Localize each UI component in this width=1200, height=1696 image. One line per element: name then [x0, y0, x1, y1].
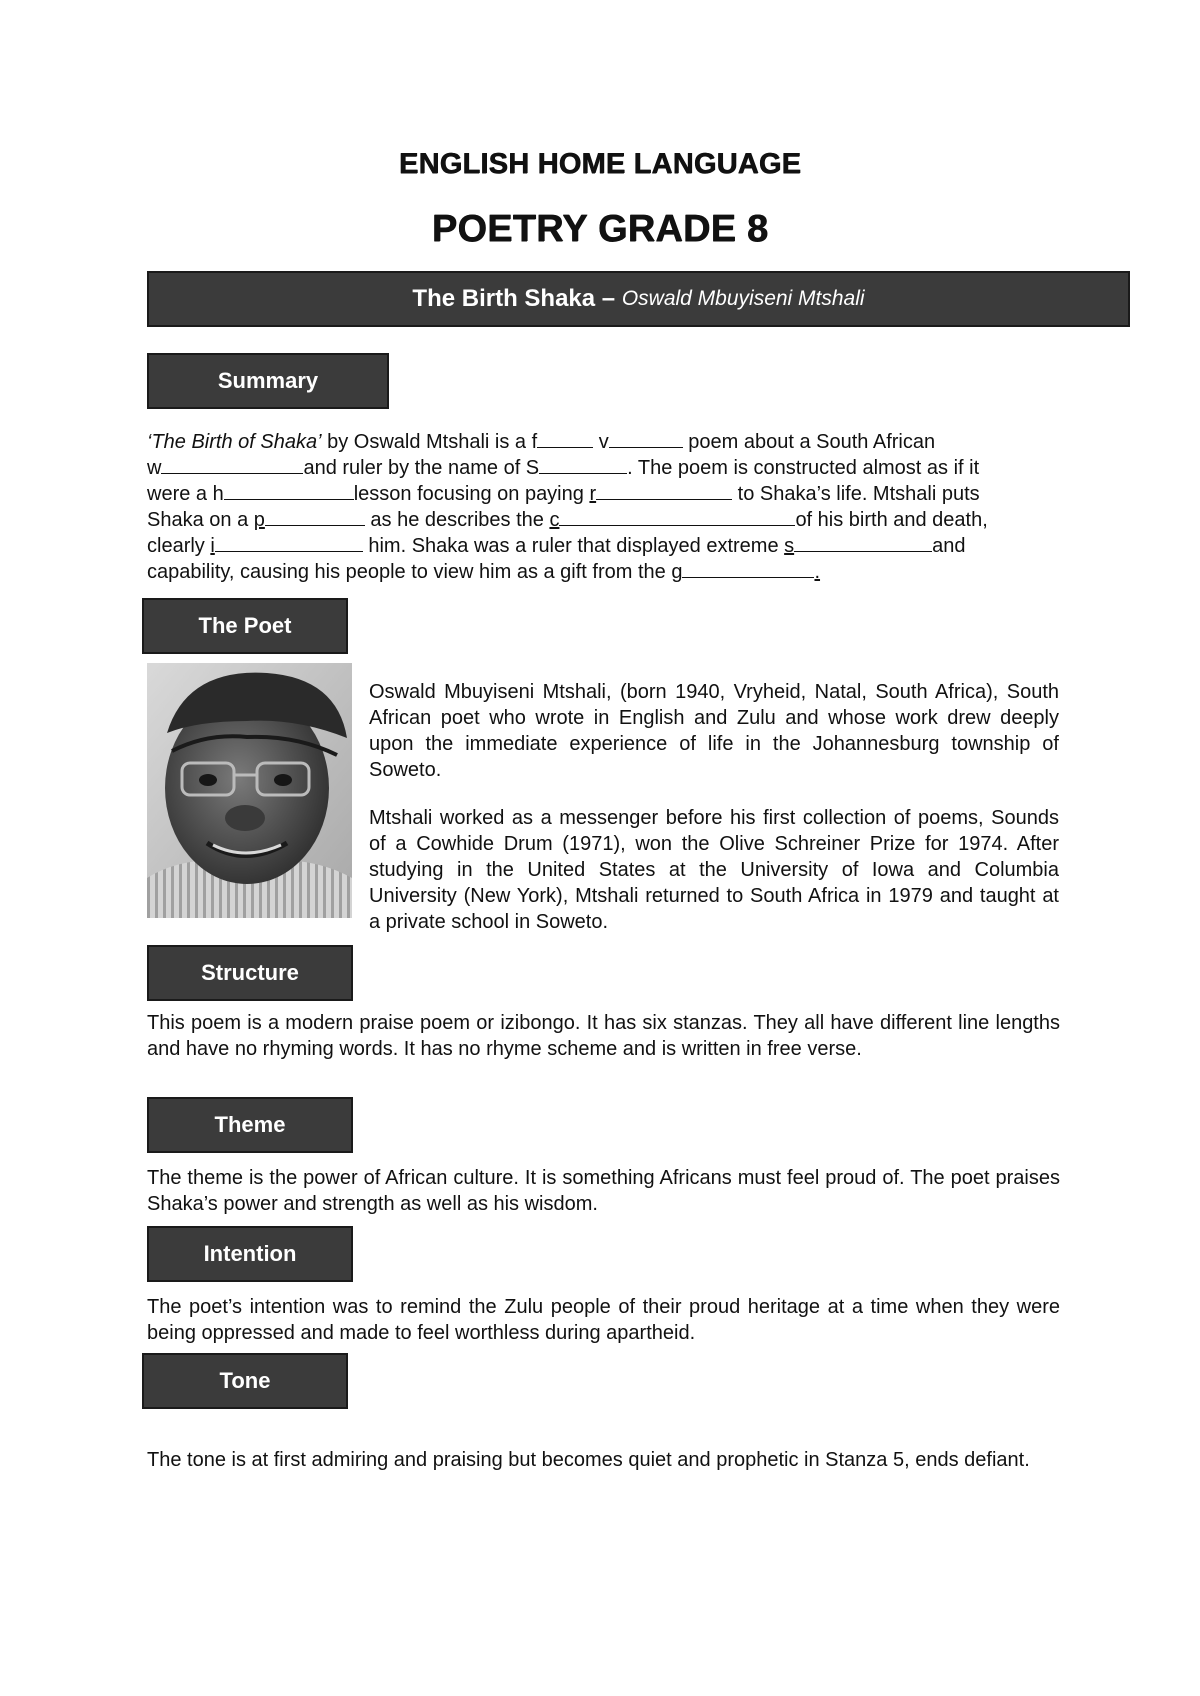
section-structure-heading: Structure: [147, 945, 353, 1001]
summary-text: as he describes the: [364, 509, 550, 531]
poem-author: Oswald Mbuyiseni Mtshali: [621, 287, 865, 310]
summary-text: poem about a South African: [682, 431, 936, 453]
summary-text: by Oswald Mtshali is a f: [321, 431, 538, 453]
blank-s2: [794, 533, 932, 552]
blank-s: [539, 455, 627, 474]
blank-v: [609, 429, 683, 448]
summary-paragraph: [147, 429, 1067, 585]
summary-line-3: [147, 481, 1067, 507]
summary-text: and ruler by the name of S: [303, 457, 540, 479]
summary-text: p: [253, 509, 265, 531]
poem-title-banner: [147, 271, 1130, 327]
summary-line-1: [147, 429, 1067, 455]
summary-text: c: [549, 509, 560, 531]
title-dash: –: [595, 285, 622, 312]
summary-text: s: [784, 535, 795, 557]
blank-f: [537, 429, 593, 448]
summary-text: Shaka on a: [147, 509, 254, 531]
blank-i: [215, 533, 363, 552]
summary-text: of his birth and death,: [795, 509, 988, 531]
summary-text: and: [932, 535, 966, 557]
summary-text: v: [593, 431, 609, 453]
blank-p: [265, 507, 365, 526]
blank-h: [224, 481, 354, 500]
summary-text: . The poem is constructed almost as if it: [627, 457, 980, 479]
summary-line-2: [147, 455, 1067, 481]
summary-text: lesson focusing on paying: [353, 483, 590, 505]
summary-text: were a h: [147, 483, 224, 505]
summary-text: clearly: [147, 535, 211, 557]
summary-poem-name: ‘The Birth of Shaka’: [147, 431, 322, 453]
theme-text: The theme is the power of African culture. It is something Africans must feel proud of. The poet praises Shaka’s power and strength as well as his wisdom.: [147, 1167, 1060, 1215]
summary-text: .: [814, 561, 821, 583]
section-tone-heading: Tone: [142, 1353, 348, 1409]
poet-bio-paragraph-2: Mtshali worked as a messenger before his first collection of poems, Sounds of a Cowhide Drum (1971), won the Olive Schreiner Prize for 1974. After studying in the United States at the University of Iowa and Columbia University (New York), Mtshali returned to South Africa in 1979 and taught at a private school in Soweto.: [369, 807, 1059, 933]
summary-line-4: [147, 507, 1067, 533]
poem-title: The Birth Shaka: [412, 285, 596, 312]
subject-heading: ENGLISH HOME LANGUAGE: [398, 148, 802, 180]
blank-g: [682, 559, 814, 578]
summary-line-5: [147, 533, 1067, 559]
poet-bio-paragraph-1: Oswald Mbuyiseni Mtshali, (born 1940, Vryheid, Natal, South Africa), South African poet who wrote in English and Zulu and whose work drew deeply upon the immediate experience of life in the Johannesburg township of Soweto.: [369, 681, 1059, 781]
poet-photo: [147, 663, 352, 918]
intention-text: The poet’s intention was to remind the Zulu people of their proud heritage at a time when they were being oppressed and made to feel worthless during apartheid.: [147, 1296, 1060, 1344]
structure-text: This poem is a modern praise poem or izibongo. It has six stanzas. They all have different line lengths and have no rhyming words. It has no rhyme scheme and is written in free verse.: [147, 1012, 1060, 1060]
blank-r: [596, 481, 732, 500]
summary-text: g: [671, 561, 683, 583]
summary-text: capability, causing his people to view him as a gift from the: [147, 561, 672, 583]
section-poet-heading: The Poet: [142, 598, 348, 654]
summary-line-6: [147, 559, 1067, 585]
summary-text: him. Shaka was a ruler that displayed extreme: [362, 535, 785, 557]
summary-text: i: [210, 535, 215, 557]
section-intention-heading: Intention: [147, 1226, 353, 1282]
summary-text: w: [147, 457, 162, 479]
blank-c: [559, 507, 795, 526]
blank-w: [161, 455, 303, 474]
tone-text: The tone is at first admiring and praising but becomes quiet and prophetic in Stanza 5, ends defiant.: [147, 1449, 1030, 1471]
section-theme-heading: Theme: [147, 1097, 353, 1153]
section-summary-heading: Summary: [147, 353, 389, 409]
summary-text: to Shaka’s life. Mtshali puts: [732, 483, 980, 505]
grade-heading: POETRY GRADE 8: [431, 208, 769, 250]
summary-text: r: [589, 483, 597, 505]
